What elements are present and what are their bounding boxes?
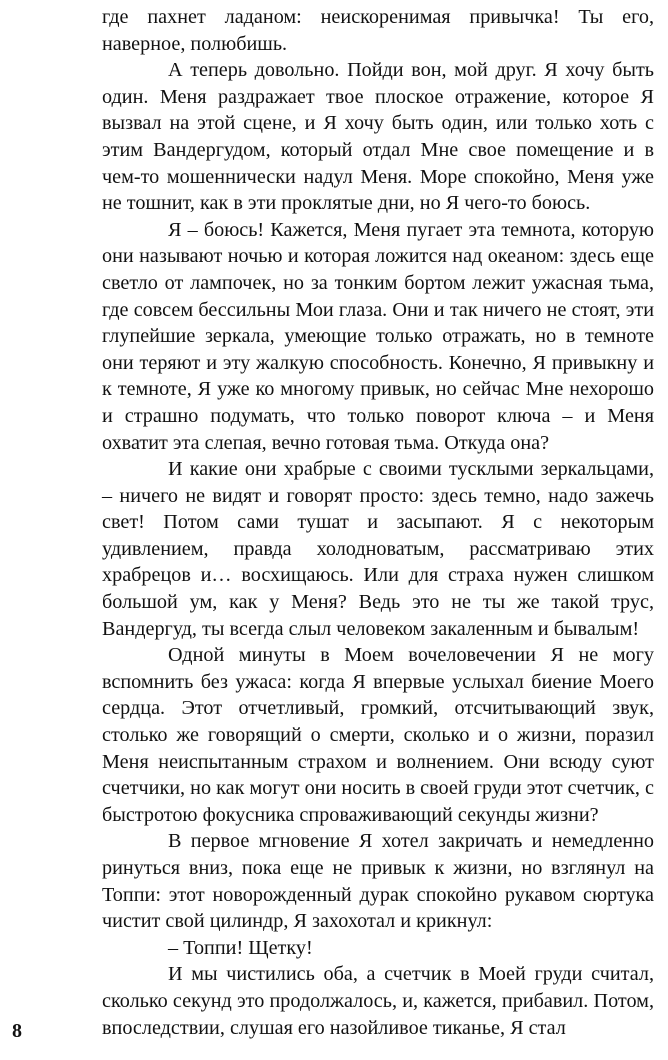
paragraph: И мы чистились оба, а счетчик в Моей груди считал, сколько секунд это продолжалось, и, кажется, прибавил. Потом, впоследствии, слушая его назойливое тиканье, Я стал — [102, 963, 654, 1039]
paragraph: И какие они храбрые с своими тусклыми зеркальцами, – ничего не видят и говорят просто: здесь темно, надо зажечь свет! Потом сами тушат и засыпают. Я с некоторым удивлением, правда холодноватым, рассматриваю этих храбрецов и… восхищаюсь. Или для страха нужен слишком большой ум, как у Меня? Ведь это не ты же такой трус, Вандергуд, ты всегда слыл человеком закаленным и бывалым! — [102, 458, 654, 640]
paragraph: Одной минуты в Моем вочеловечении Я не могу вспомнить без ужаса: когда Я впервые услыхал биение Моего сердца. Этот отчетливый, громкий, отсчитывающий звук, столько же говорящий о смерти, сколько и о жизни, поразил Меня неиспытанным страхом и волнением. Они всюду суют счетчики, но как могут они носить в своей груди этот счетчик, с быстротою фокусника спроваживающий секунды жизни? — [102, 644, 654, 826]
paragraph: В первое мгновение Я хотел закричать и немедленно ринуться вниз, пока еще не привык к жизни, но взглянул на Топпи: этот новорожденный дурак спокойно рукавом сюртука чистит свой цилиндр, Я захохотал и крикнул: — [102, 830, 654, 933]
page-body — [102, 4, 654, 1041]
page-number: 8 — [12, 1020, 22, 1042]
paragraph: Я – боюсь! Кажется, Меня пугает эта темнота, которую они называют ночью и которая ложится над океаном: здесь еще светло от лампочек, но за тонким бортом лежит ужасная тьма, где совсем бессильны Мои глаза. Они и так ничего не стоят, эти глупейшие зеркала, умеющие только отражать, но в темноте они теряют и эту жалкую способность. Конечно, Я привыкну и к темноте, Я уже ко многому привык, но сейчас Мне нехорошо и страшно подумать, что только поворот ключа – и Меня охватит эта слепая, вечно готовая тьма. Откуда она? — [102, 218, 654, 454]
paragraph: где пахнет ладаном: неискоренимая привычка! Ты его, наверное, полюбишь. — [102, 6, 654, 55]
paragraph: – Топпи! Щетку! — [168, 936, 313, 959]
paragraph: А теперь довольно. Пойди вон, мой друг. Я хочу быть один. Меня раздражает твое плоское отражение, которое Я вызвал на этой сцене, и Я хочу быть один, или только хоть с этим Вандергудом, который отдал Мне свое помещение и в чем-то мошеннически надул Меня. Море спокойно, Меня уже не тошнит, как в эти проклятые дни, но Я чего-то боюсь. — [102, 59, 654, 215]
